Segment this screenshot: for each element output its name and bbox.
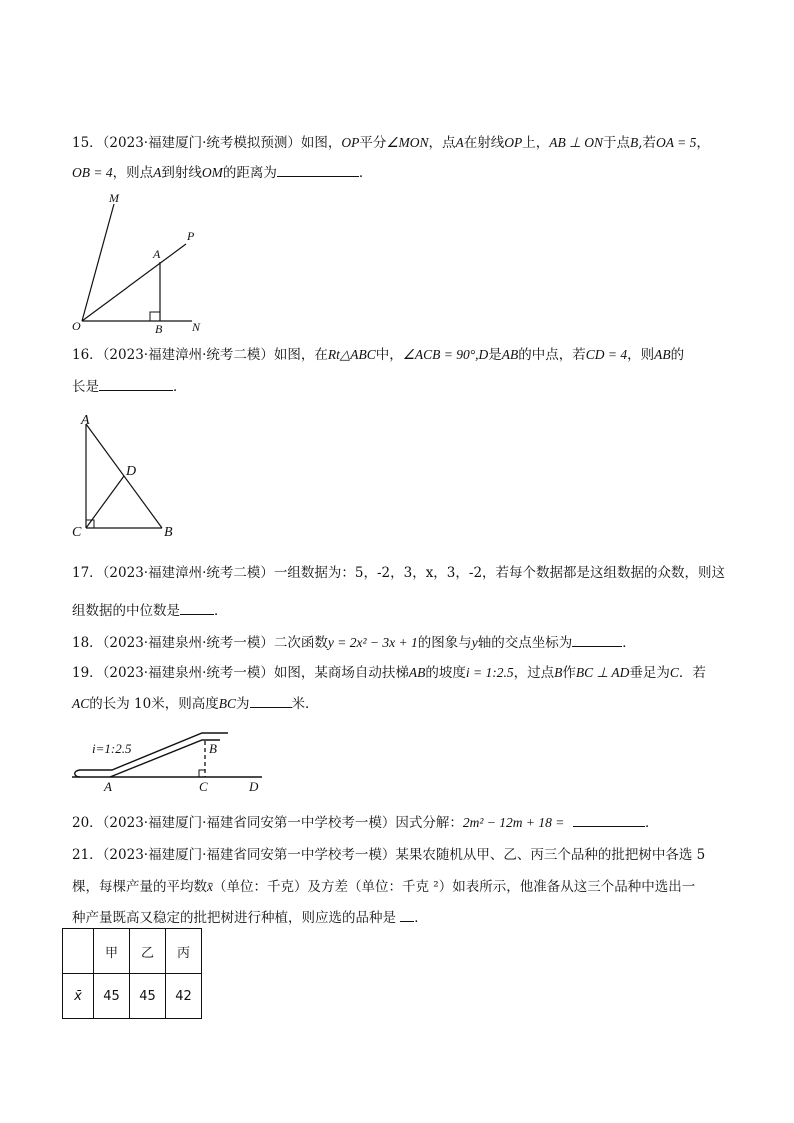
label-b: B	[209, 741, 217, 756]
label-m: M	[109, 191, 119, 205]
label-b: B	[164, 525, 173, 540]
answer-blank-18[interactable]	[572, 632, 622, 647]
label-a: A	[81, 413, 90, 428]
answer-blank-21[interactable]	[400, 907, 414, 922]
table-cell: 42	[166, 974, 202, 1019]
label-n: N	[192, 320, 201, 334]
right-angle-mark	[199, 770, 205, 777]
question-19-line-2: AC的长为 10米，则高度BC为 米．	[72, 691, 736, 717]
table-cell: 45	[94, 974, 130, 1019]
table-row	[63, 974, 202, 1019]
question-19-line-1: 19．（2023·福建泉州·统考一模）如图，某商场自动扶梯AB的坡度i = 1:2.5，过点B作BC ⊥ AD垂足为C．若	[72, 665, 706, 681]
figure-16-right-triangle	[72, 410, 187, 540]
answer-blank-15[interactable]	[277, 162, 359, 177]
answer-blank-16[interactable]	[99, 376, 173, 391]
table-header-row	[63, 929, 202, 974]
ray-om	[82, 204, 114, 321]
label-b: B	[155, 322, 163, 335]
table-cell: x̄	[63, 974, 94, 1019]
table-cell: 乙	[130, 929, 166, 974]
question-16-line-1: 16．（2023·福建漳州·统考二模）如图，在Rt△ABC中，∠ACB = 90°,D是AB的中点，若CD = 4，则AB的	[72, 347, 685, 363]
question-18: 18．（2023·福建泉州·统考一模）二次函数y = 2x² − 3x + 1的图象与y轴的交点坐标为 ．	[72, 630, 736, 656]
table-cell: 45	[130, 974, 166, 1019]
table-cell: 丙	[166, 929, 202, 974]
figure-19-escalator	[70, 727, 270, 795]
label-a: A	[153, 247, 161, 261]
question-17-line-1: 17．（2023·福建漳州·统考二模）一组数据为：5，-2，3，x，3，-2，若每个数据都是这组数据的众数，则这	[72, 565, 726, 581]
answer-blank-19[interactable]	[250, 693, 292, 708]
label-o: O	[72, 319, 81, 333]
label-c: C	[72, 525, 82, 540]
question-16-line-2: 长是 ．	[72, 374, 736, 400]
label-c: C	[199, 779, 208, 794]
right-angle-mark	[150, 312, 160, 321]
answer-blank-17[interactable]	[180, 600, 214, 615]
figure-15-angle-bisector	[66, 190, 216, 335]
label-p: P	[187, 229, 195, 243]
question-21-line-1: 21．（2023·福建厦门·福建省同安第一中学校考一模）某果农随机从甲、乙、丙三个品种的批把树中各选 5	[72, 847, 706, 863]
label-d: D	[126, 464, 137, 479]
label-a: A	[104, 779, 112, 794]
table-cell: 甲	[94, 929, 130, 974]
question-21-line-2: 棵，每棵产量的平均数x̄（单位：千克）及方差（单位：千克 ²）如表所示，他准备从这三个品种中选出一	[72, 879, 696, 895]
question-15-line-1: 15．（2023·福建厦门·统考模拟预测）如图，OP平分∠MON，点A在射线OP上，AB ⊥ ON于点B,若OA = 5，	[72, 135, 710, 151]
label-d: D	[249, 779, 259, 794]
answer-blank-20[interactable]	[573, 812, 645, 827]
table-cell	[63, 929, 94, 974]
question-15-line-2: OB = 4，则点A到射线OM的距离为 ．	[72, 160, 736, 186]
question-17-line-2: 组数据的中位数是 ．	[72, 598, 736, 624]
question-20: 20．（2023·福建厦门·福建省同安第一中学校考一模）因式分解：2m² − 12m + 18 = ．	[72, 810, 736, 836]
ray-op	[82, 244, 186, 321]
question-21-line-3: 种产量既高又稳定的批把树进行种植，则应选的品种是 ．	[72, 905, 736, 931]
variety-data-table	[62, 928, 202, 1019]
slope-label: i=1:2.5	[92, 741, 132, 756]
